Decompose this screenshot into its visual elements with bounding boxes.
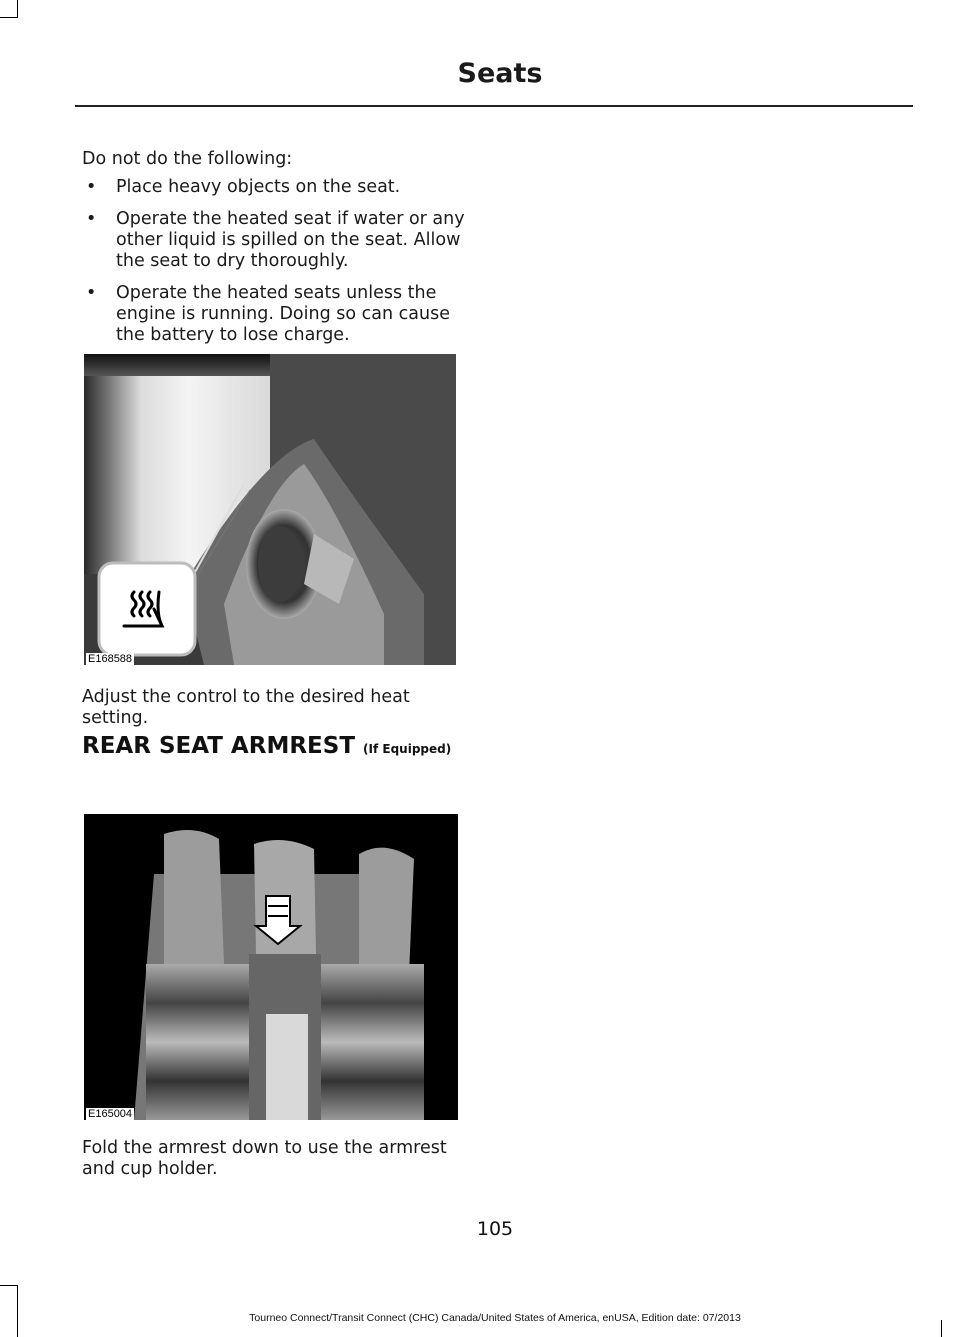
- title-rule: [75, 105, 913, 107]
- crop-mark-top-left-v: [17, 0, 18, 18]
- figure-caption: Fold the armrest down to use the armrest and cup holder.: [82, 1138, 447, 1179]
- bullet-marker: •: [86, 209, 97, 229]
- page-number: 105: [476, 1218, 514, 1240]
- list-item-text: Place heavy objects on the seat.: [116, 177, 401, 197]
- section-heading-text: REAR SEAT ARMREST: [82, 733, 356, 759]
- list-item: [82, 283, 482, 346]
- list-item: [82, 177, 482, 198]
- intro-text: Do not do the following:: [82, 149, 293, 169]
- figure-caption: Adjust the control to the desired heat setting.: [82, 687, 410, 728]
- figure-code: E165004: [88, 1108, 133, 1120]
- list-item: [82, 209, 482, 272]
- rear-armrest-figure: [84, 814, 458, 1120]
- page-title: Seats: [457, 58, 543, 89]
- bullet-marker: •: [86, 177, 97, 197]
- list-item-text: Operate the heated seats unless the engine is running. Doing so can cause the battery to lose charge.: [116, 283, 450, 345]
- crop-mark-top-left-h: [0, 17, 18, 18]
- heated-seat-control-figure: [84, 354, 456, 665]
- crop-mark-bottom-left-h: [0, 1285, 18, 1286]
- figure-code: E168588: [88, 653, 133, 665]
- section-heading-qualifier: (If Equipped): [363, 742, 452, 756]
- rear-armrest-illustration: [84, 814, 458, 1120]
- section-heading: [82, 733, 451, 759]
- list-item-text: Operate the heated seat if water or any other liquid is spilled on the seat. Allow the seat to dry thoroughly.: [116, 209, 465, 271]
- crop-mark-bottom-left-v: [17, 1285, 18, 1337]
- warning-list: [82, 177, 482, 357]
- footer-text: Tourneo Connect/Transit Connect (CHC) Canada/United States of America, enUSA, Edition date: 07/2013: [249, 1312, 741, 1324]
- heated-seat-control-illustration: [84, 354, 456, 665]
- bullet-marker: •: [86, 283, 97, 303]
